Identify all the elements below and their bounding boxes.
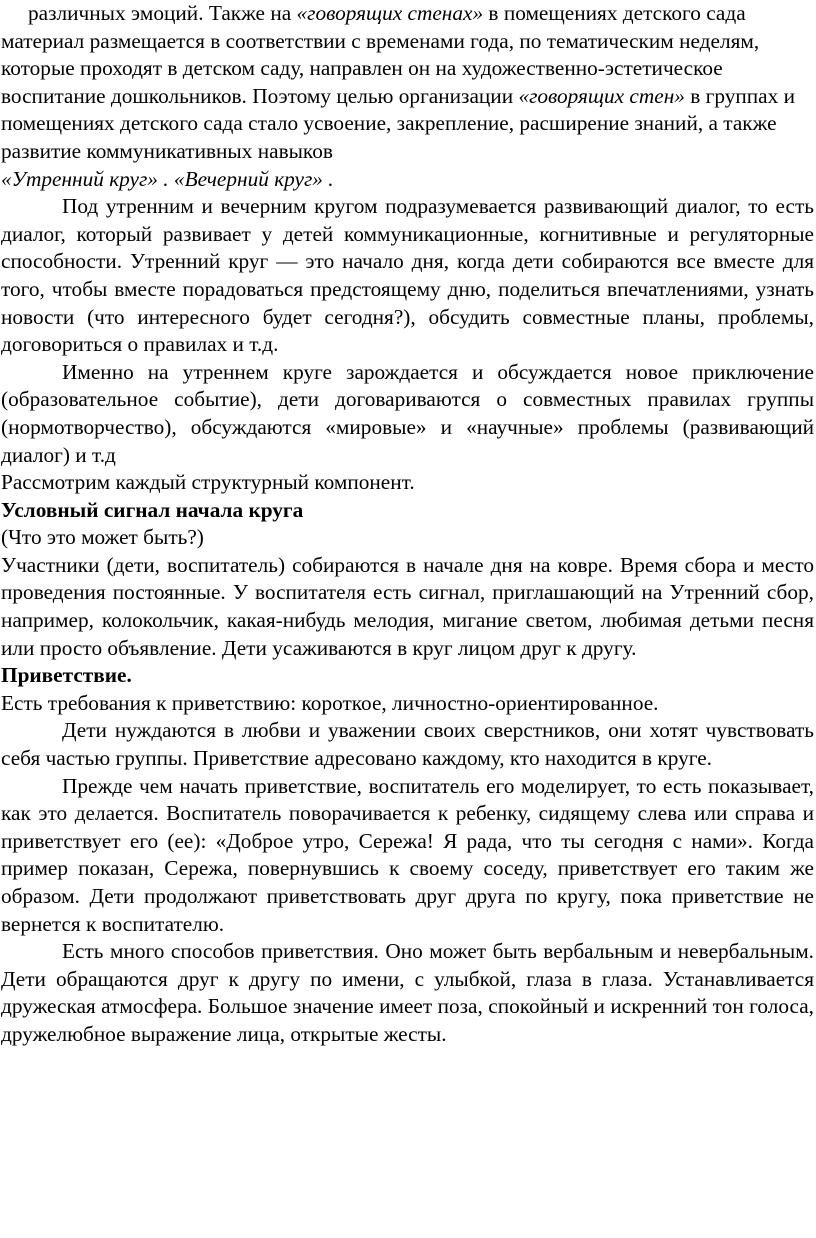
paragraph-circle-definition: Под утренним и вечерним кругом подразумевается развивающий диалог, то есть диалог, который развивает у детей коммуникационные, когнитивные и регуляторные способности. Утренний круг — это начало дня, когда дети собираются все вместе для того, чтобы вместе порадоваться предстоящему дню, поделиться впечатлениями, узнать новости (что интересного будет сегодня?), обсудить совместные планы, проблемы, договориться о правилах и т.д.: [1, 194, 814, 357]
paragraph-children-need: Дети нуждаются в любви и уважении своих сверстников, они хотят чувствовать себя частью группы. Приветствие адресовано каждому, кто находится в круге.: [1, 718, 814, 771]
paragraph-morning-circle: Именно на утреннем круге зарождается и обсуждается новое приключение (образовательное событие), дети договариваются о совместных правилах группы (нормотворчество), обсуждаются «мировые» и «научные» проблемы (развивающий диалог) и т.д: [1, 359, 814, 467]
paragraph-greeting-ways: Есть много способов приветствия. Оно может быть вербальным и невербальным. Дети обращаются друг к другу по имени, с улыбкой, глаза в глаза. Устанавливается дружеская атмосфера. Большое значение имеет поза, спокойный и искренний тон голоса, дружелюбное выражение лица, открытые жесты.: [1, 939, 814, 1046]
paragraph-text: различных эмоций. Также на: [28, 1, 297, 25]
paragraph-components-intro: Рассмотрим каждый структурный компонент.: [1, 470, 415, 495]
section-title-circles: «Утренний круг» . «Вечерний круг» .: [1, 166, 334, 191]
heading-circle-signal: Условный сигнал начала круга: [1, 497, 304, 522]
paragraph-greeting-requirements: Есть требования к приветствию: короткое, личностно-ориентированное.: [1, 690, 659, 715]
paragraph-question: (Что это может быть?): [1, 525, 204, 550]
paragraph-talking-walls: [1, 0, 814, 166]
paragraph-text: в группах и помещениях детского сада стало усвоение, закрепление, расширение знаний, а также развитие коммуникативных навыков: [1, 83, 796, 163]
italic-phrase: «говорящих стенах»: [296, 1, 484, 25]
paragraph-greeting-model: Прежде чем начать приветствие, воспитатель его моделирует, то есть показывает, как это делается. Воспитатель поворачивается к ребенку, сидящему слева или справа и приветствует его (ее): «Доброе утро, Сережа! Я рада, что ты сегодня с нами». Когда пример показан, Сережа, повернувшись к своему соседу, приветствует его таким же образом. Дети продолжают приветствовать друг друга по кругу, пока приветствие не вернется к воспитателю.: [1, 773, 814, 936]
paragraph-text: в помещениях детского сада материал размещается в соответствии с временами года, по тематическим неделям, которые проходят в детском саду, направлен он на художественно-эстетическое воспитание дошкольников. Поэтому целью организации: [1, 1, 760, 108]
heading-greeting: Приветствие.: [1, 663, 132, 688]
italic-phrase: «говорящих стен»: [518, 83, 685, 108]
paragraph-participants: Участники (дети, воспитатель) собираются в начале дня на ковре. Время сбора и место проведения постоянные. У воспитателя есть сигнал, приглашающий на Утренний сбор, например, колокольчик, какая-нибудь мелодия, мигание светом, любимая детьми песня или просто объявление. Дети усаживаются в круг лицом друг к другу.: [1, 552, 814, 660]
